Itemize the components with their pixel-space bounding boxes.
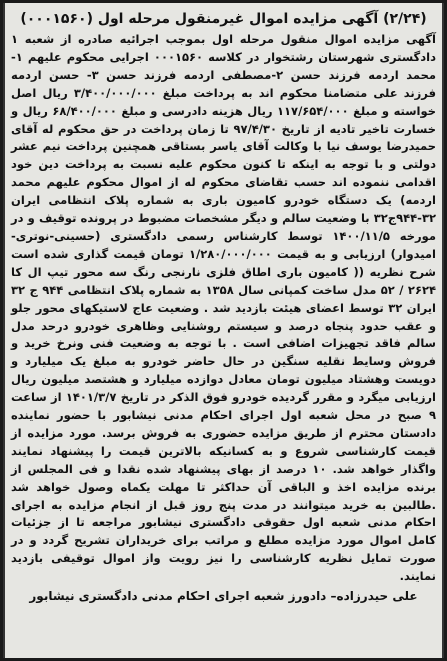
notice-signature: علی حیدرزاده– دادورز شعبه اجرای احکام مدنی دادگستری نیشابور [29, 589, 418, 604]
notice-title: (۲/۲۴) آگهی مزایده اموال غیرمنقول مرحله اول (۰۰۰۱۵۶۰) [20, 11, 427, 27]
border-right [442, 3, 444, 658]
notice-body: آگهی مزایده اموال منقول مرحله اول بموجب اجرائیه صادره از شعبه ۱ دادگستری شهرستان رشتخوار در کلاسه ۰۰۰۱۵۶۰ اجرایی محکوم علیهم ۱-محمد اردمه فرزند حسن ۲-مصطفی اردمه فرزند حسن ۳- حسن اردمه فرزند علی متضامنا محکوم اند به پرداخت مبلغ ۳/۴۰۰/۰۰۰/۰۰۰ ریال اصل خواسته و مبلغ ۱۱۷/۶۵۴/۰۰۰ ریال هزینه دادرسی و مبلغ ۶۸/۴۰۰/۰۰۰ ریال و خسارت تاخیر تادیه از تاریخ ۹۷/۴/۳۰ تا زمان پرداخت در حق محکوم له آقای حمیدرضا یوسف نیا با وکالت آقای یاسر بستاقی همچنین پرداخت نیم عشر دولتی و با توجه به اینکه تا کنون محکوم علیه نسبت به پرداخت دین خود اقدامی ننموده اند حسب تقاضای محکوم له از اموال محکوم علیهم محمد اردمه) یک دستگاه خودرو کامیون باری به شماره پلاک انتظامی ایران ۳۲-۹۴۴ج۳۲ با وضعیت سالم و دیگر مشخصات مضبوط در پرونده توقیف و در مورخه ۱۴۰۰/۱۱/۵ توسط کارشناس رسمی دادگستری (حسینی-نوتری-امیدوار) ارزیابی و به قیمت ۱/۲۸۰/۰۰۰/۰۰۰ تومان قیمت گذاری شده است شرح نظریه (( کامیون باری اطاق فلزی نارنجی رنگ سه محور تیپ ال کا ۲۶۲۴ / ۵۲ مدل ساخت کمپانی سال ۱۳۵۸ به شماره پلاک انتظامی ۹۴۴ ج ۳۲ ایران ۳۲ توسط اعضای هیئت بازدید شد . وضعیت عاج لاستیکهای محور جلو و عقب حدود پنجاه درصد و سیستم روشنایی وظاهری خودرو درحد مدل سالم فاقد تجهیزات اضافی است . با توجه به وضعیت فنی ونرخ خرید و فروش وسایط نقلیه سنگین در حال حاضر خودرو به مبلغ یک میلیارد و دویست وهشتاد میلیون تومان معادل دوازده میلیارد و هشتصد میلیون ریال ارزیابی میگرد و مقرر گردیده خودرو فوق الذکر در تاریخ ۱۴۰۱/۳/۷ از ساعت ۹ صبح در محل شعبه اول اجرای احکام مدنی نیشابور با حضور نماینده دادستان محترم از طریق مزایده حضوری به فروش برسد. مورد مزایده از قیمت کارشناسی شروع و به کسانیکه بالاترین قیمت را پیشنهاد نمایند واگذار خواهد شد. ۱۰ درصد از بهای پیشنهاد شده نقدا و فی المجلس از برنده مزایده اخذ و الباقی آن حداکثر تا مهلت یکماه وصول خواهد شد .طالبین به خرید میتوانند در مدت پنج روز قبل از انجام مزایده به اجرای احکام مدنی شعبه اول حقوقی دادگستری نیشابور مراجعه تا از جزئیات کامل اموال مورد مزایده مطلع و مراتب برای خریداران تشریح گردد و در صورت تمایل نظریه کارشناسی را نیز رویت واز اموال توقیفی بازدید نمایند. [11, 32, 437, 584]
border-left [3, 3, 5, 658]
